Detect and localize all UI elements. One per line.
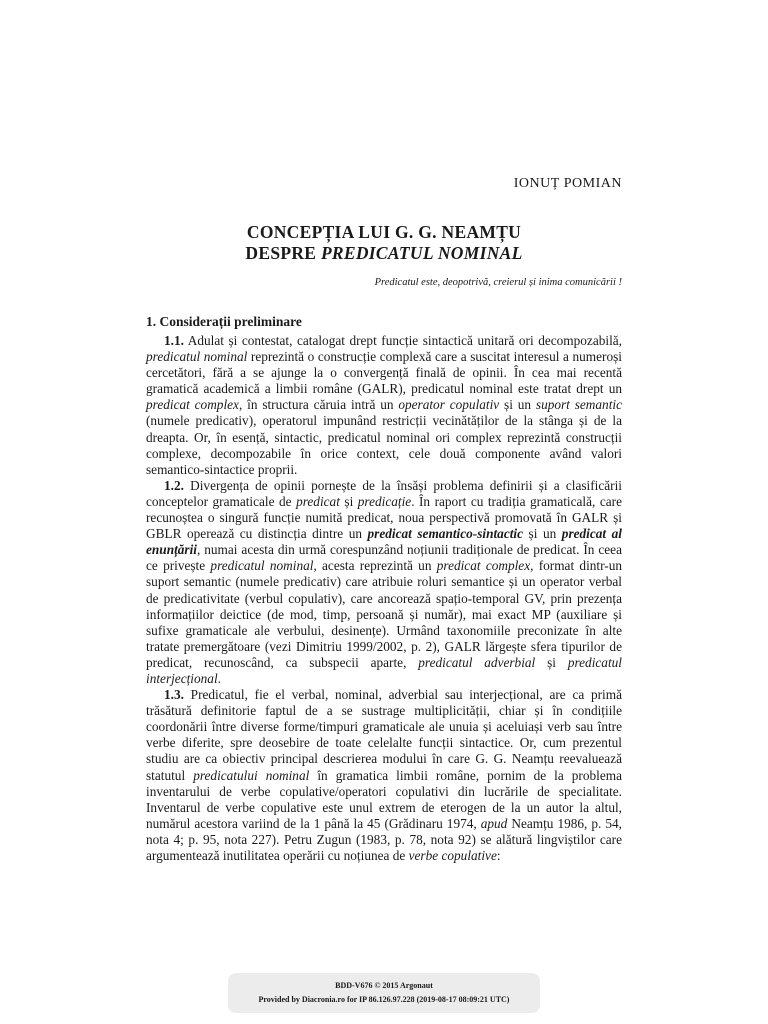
article-body: [146, 333, 622, 864]
paragraph-number: 1.3.: [164, 687, 184, 703]
section-heading: 1. Considerații preliminare: [146, 314, 302, 329]
title-line-2-prefix: DESPRE: [245, 243, 321, 263]
footer-copyright: BDD-V676 © 2015 Argonaut: [335, 981, 433, 990]
title-line-1: CONCEPȚIA LUI G. G. NEAMȚU: [246, 222, 522, 242]
paragraph-1-1: 1.1. Adulat și contestat, catalogat drept funcție sintactică unitară ori decompozabilă, predicatul nominal reprezintă o construcție complexă care a suscitat interesul a numeroși cercetători, fără a se ajunge la o convergență finală de opinii. În cea mai recentă gramatică academică a limbii române (GALR), predicatul nominal este tratat drept un predicat complex, în structura căruia intră un operator copulativ și un suport semantic (numele predicativ), operatorul impunând restricții vecinătăților de la stânga și de la dreapta. Or, în esență, sintactic, predicatul nominal ori complex reprezintă construcții complexe, decompozabile în orice context, cele două componente având valori semantico-sintactice proprii.: [146, 333, 622, 477]
provenance-footer: [228, 973, 540, 1013]
paragraph-1-3: 1.3. Predicatul, fie el verbal, nominal, adverbial sau interjecțional, are ca primă trăsătură definitorie faptul de a se sustrage multiplicității, chiar și în condițiile coordonării între diverse forme/timpuri gramaticale ale unuia și aceluiași verb sau între verbe diferite, spre deosebire de toate celelalte funcții sintactice. Or, cum prezentul studiu are ca obiectiv principal descrierea modului în care G. G. Neamțu reevaluează statutul predicatului nominal în gramatica limbii române, pornim de la problema inventarului de verbe copulative/operatori copulativi din lucrările de specialitate. Inventarul de verbe copulative este unul extrem de eterogen de la un autor la altul, numărul acestora variind de la 1 până la 45 (Grădinaru 1974, apud Neamțu 1986, p. 54, nota 4; p. 95, nota 227). Petru Zugun (1983, p. 78, nota 92) se alătură lingviștilor care argumentează inutilitatea operării cu noțiunea de verbe copulative:: [146, 687, 622, 863]
author-name: IONUȚ POMIAN: [513, 176, 622, 191]
title-line-2: [0, 243, 768, 264]
article-title: [0, 222, 768, 264]
paragraph-number: 1.2.: [164, 477, 184, 493]
paragraph-number: 1.1.: [164, 333, 184, 348]
paragraph-1-2: 1.2. Divergența de opinii pornește de la însăși problema definirii și a clasificării conceptelor gramaticale de predicat și predicație. În raport cu tradiția gramaticală, care recunoștea o singură funcție numită predicat, noua perspectivă promovată în GALR și GBLR operează cu distincția dintre un predicat semantico-sintactic și un predicat al enunțării, numai acesta din urmă corespunzând noțiunii tradiționale de predicat. În ceea ce privește predicatul nominal, acesta reprezintă un predicat complex, format dintr-un suport semantic (numele predicativ) care atribuie roluri semantice și un operator verbal de predicativitate (verbul copulativ), care ancorează spațio-temporal GV, prin prezența informațiilor deictice (de mod, timp, persoană și număr), mai exact MP (auxiliare și sufixe gramaticale ale verbului, desinențe). Urmând taxonomiile preconizate în alte tratate premergătoare (vezi Dimitriu 1999/2002, p. 2), GALR lărgește sfera tipurilor de predicat, recunoscând, ca subspecii aparte, predicatul adverbial și predicatul interjecțional.: [146, 477, 622, 686]
epigraph: Predicatul este, deopotrivă, creierul și inima comunicării !: [374, 277, 622, 288]
footer-provider: Provided by Diacronia.ro for IP 86.126.97.228 (2019-08-17 08:09:21 UTC): [258, 995, 510, 1004]
title-line-2-italic: PREDICATUL NOMINAL: [320, 243, 523, 263]
